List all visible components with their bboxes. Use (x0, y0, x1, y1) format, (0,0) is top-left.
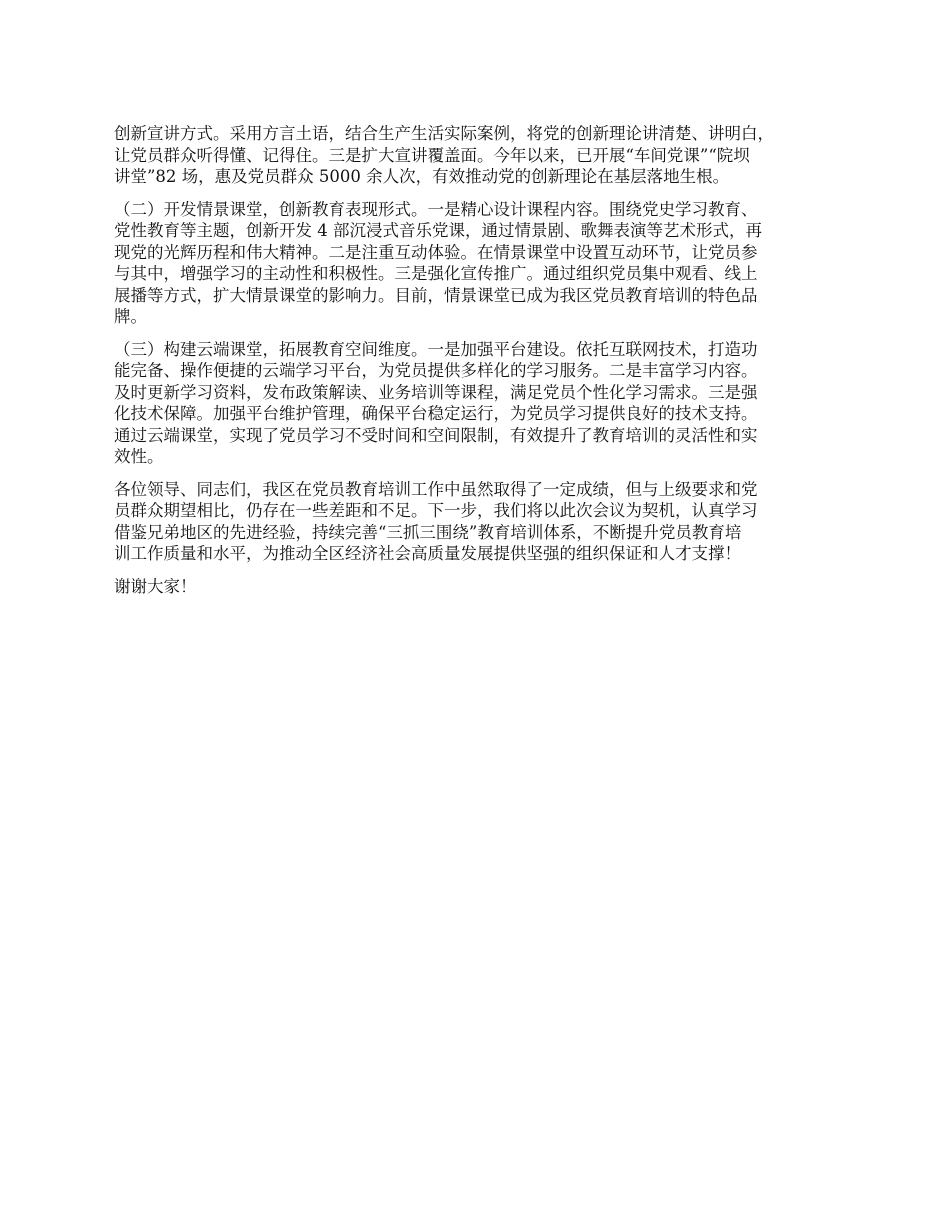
paragraph-thanks: 谢谢大家！ (114, 576, 197, 596)
paragraph-cloud-classroom: （三）构建云端课堂，拓展教育空间维度。一是加强平台建设。依托互联网技术，打造功 能完备、操作便捷的云端学习平台，为党员提供多样化的学习服务。二是丰富学习内容。 及时更新学习资料，发布政策解读、业务培训等课程，满足党员个性化学习需求。三是强 化技术保障。加强平台维护管理，确保平台稳定运行，为党员学习提供良好的技术支持。 通过云端课堂，实现了党员学习不受时间和空间限制，有效提升了教育培训的灵活性和实 效性。 (114, 339, 758, 466)
paragraph-scenario-classroom: （二）开发情景课堂，创新教育表现形式。一是精心设计课程内容。围绕党史学习教育、 党性教育等主题，创新开发 4 部沉浸式音乐党课，通过情景剧、歌舞表演等艺术形式，再 现党的光辉历程和伟大精神。二是注重互动体验。在情景课堂中设置互动环节，让党员参 与其中，增强学习的主动性和积极性。三是强化宣传推广。通过组织党员集中观看、线上 展播等方式，扩大情景课堂的影响力。目前，情景课堂已成为我区党员教育培训的特色品 牌。 (114, 199, 762, 326)
document-page (114, 123, 842, 608)
paragraph-speech-methods: 创新宣讲方式。采用方言土语，结合生产生活实际案例，将党的创新理论讲清楚、讲明白， 让党员群众听得懂、记得住。三是扩大宣讲覆盖面。今年以来，已开展“车间党课”“院坝 讲堂”82 场，惠及党员群众 5000 余人次，有效推动党的创新理论在基层落地生根。 (114, 124, 774, 186)
paragraph-closing-remarks: 各位领导、同志们，我区在党员教育培训工作中虽然取得了一定成绩，但与上级要求和党 员群众期望相比，仍存在一些差距和不足。下一步，我们将以此次会议为契机，认真学习 借鉴兄弟地区的先进经验，持续完善“三抓三围绕”教育培训体系，不断提升党员教育培 训工作质量和水平，为推动全区经济社会高质量发展提供坚强的组织保证和人才支撑！ (114, 479, 758, 563)
